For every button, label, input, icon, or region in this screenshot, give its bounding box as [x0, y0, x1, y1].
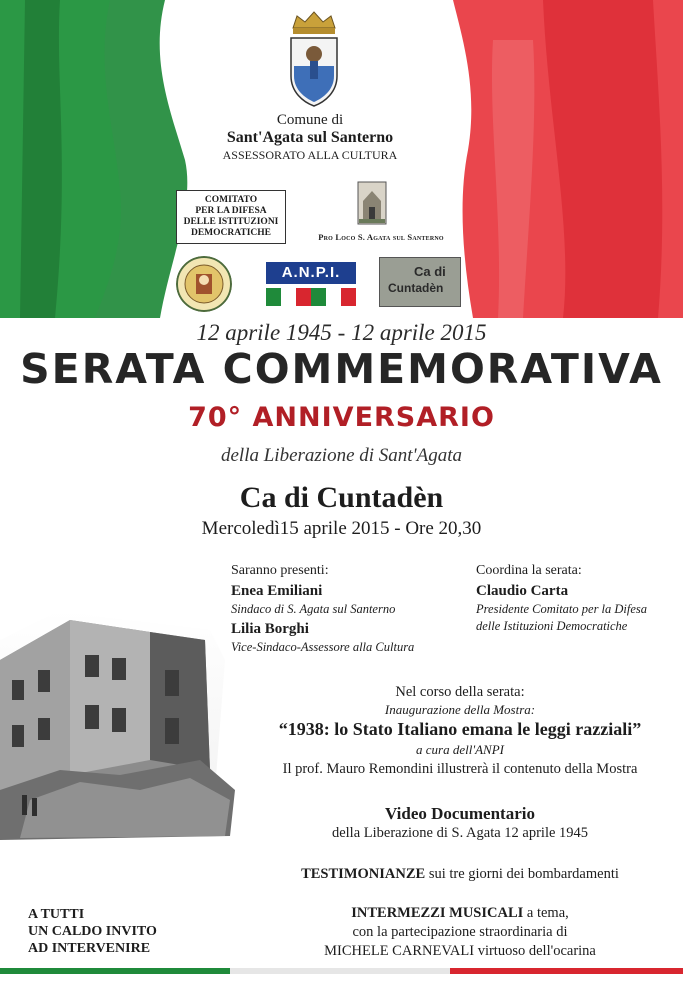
flag-red-stroke: [453, 0, 683, 320]
presenti-column: [231, 562, 471, 656]
video-title: Video Documentario: [385, 804, 535, 823]
coordina-label: Coordina la serata:: [476, 563, 582, 578]
musician-line: MICHELE CARNEVALI virtuoso dell'ocarina: [324, 943, 596, 959]
cadi-logo-line1: Ca di: [414, 264, 446, 279]
bottom-tricolor-strip: [0, 968, 683, 974]
comune-line1: Comune di: [276, 112, 344, 128]
proloco-building-icon: [357, 181, 387, 225]
coordinator-name: Claudio Carta: [476, 583, 569, 599]
anpi-logo: [266, 262, 356, 308]
venue-name: Ca di Cuntadèn: [239, 481, 444, 514]
invite-line: A TUTTI: [28, 907, 85, 922]
comitato-logo: [176, 190, 286, 244]
anpi-label: A.N.P.I.: [266, 262, 356, 284]
invite-line: UN CALDO INVITO: [28, 924, 157, 939]
proloco-label: Pro Loco S. Agata sul Santerno: [318, 232, 444, 242]
comitato-line: COMITATO: [204, 195, 258, 205]
comitato-line: DEMOCRATICHE: [190, 228, 272, 238]
exhibit-title: “1938: lo Stato Italiano emana le leggi razziali”: [278, 719, 642, 739]
comitato-line: PER LA DIFESA: [195, 206, 267, 216]
invite-line: AD INTERVENIRE: [28, 941, 151, 956]
intermezzi-bold: INTERMEZZI MUSICALI: [351, 905, 524, 921]
anniversary-title: 70° ANNIVERSARIO: [188, 402, 495, 433]
ruined-building-photo: [0, 600, 240, 840]
comitato-line: DELLE ISTITUZIONI: [183, 217, 279, 227]
guest-name: Enea Emiliani: [231, 583, 323, 599]
testimonianze-bold: TESTIMONIANZE: [301, 866, 426, 882]
coordina-column: [476, 562, 683, 635]
invite-block: [28, 906, 188, 957]
anpi-flag-stripes: [266, 288, 356, 306]
committee-round-logo: [176, 256, 232, 312]
event-datetime: Mercoledì15 aprile 2015 - Ore 20,30: [201, 518, 482, 539]
exhibit-illustrator: Il prof. Mauro Remondini illustrerà il contenuto della Mostra: [282, 761, 638, 777]
cadi-cuntaden-logo: [379, 257, 461, 307]
event-dateline: 12 aprile 1945 - 12 aprile 2015: [196, 320, 487, 345]
guest-name: Lilia Borghi: [231, 621, 309, 637]
presenti-label: Saranno presenti:: [231, 563, 329, 578]
intermezzi-text: a tema,: [523, 905, 569, 921]
exhibit-curator: a cura dell'ANPI: [416, 742, 504, 757]
video-description: della Liberazione di S. Agata 12 aprile 1945: [331, 825, 589, 841]
testimonianze-text: sui tre giorni dei bombardamenti: [425, 866, 619, 882]
coordinator-role: delle Istituzioni Democratiche: [476, 619, 628, 633]
coordinator-role: Presidente Comitato per la Difesa: [476, 602, 648, 616]
program-intro: Nel corso della serata:: [395, 684, 525, 700]
intermezzi-line: [230, 905, 683, 922]
cadi-logo-line2: Cuntadèn: [388, 281, 444, 295]
assessorato: ASSESSORATO ALLA CULTURA: [222, 148, 398, 162]
event-title: SERATA COMMEMORATIVA: [20, 345, 663, 393]
comune-crest-icon: [285, 6, 343, 110]
comune-name: Sant'Agata sul Santerno: [226, 129, 394, 146]
anniversary-subtitle: della Liberazione di Sant'Agata: [220, 445, 463, 466]
guest-role: Sindaco di S. Agata sul Santerno: [231, 602, 396, 616]
testimonianze-line: [230, 866, 683, 883]
exhibit-inauguration: Inaugurazione della Mostra:: [384, 702, 536, 717]
guest-role: Vice-Sindaco-Assessore alla Cultura: [231, 640, 415, 654]
participation-line: con la partecipazione straordinaria di: [352, 924, 568, 940]
